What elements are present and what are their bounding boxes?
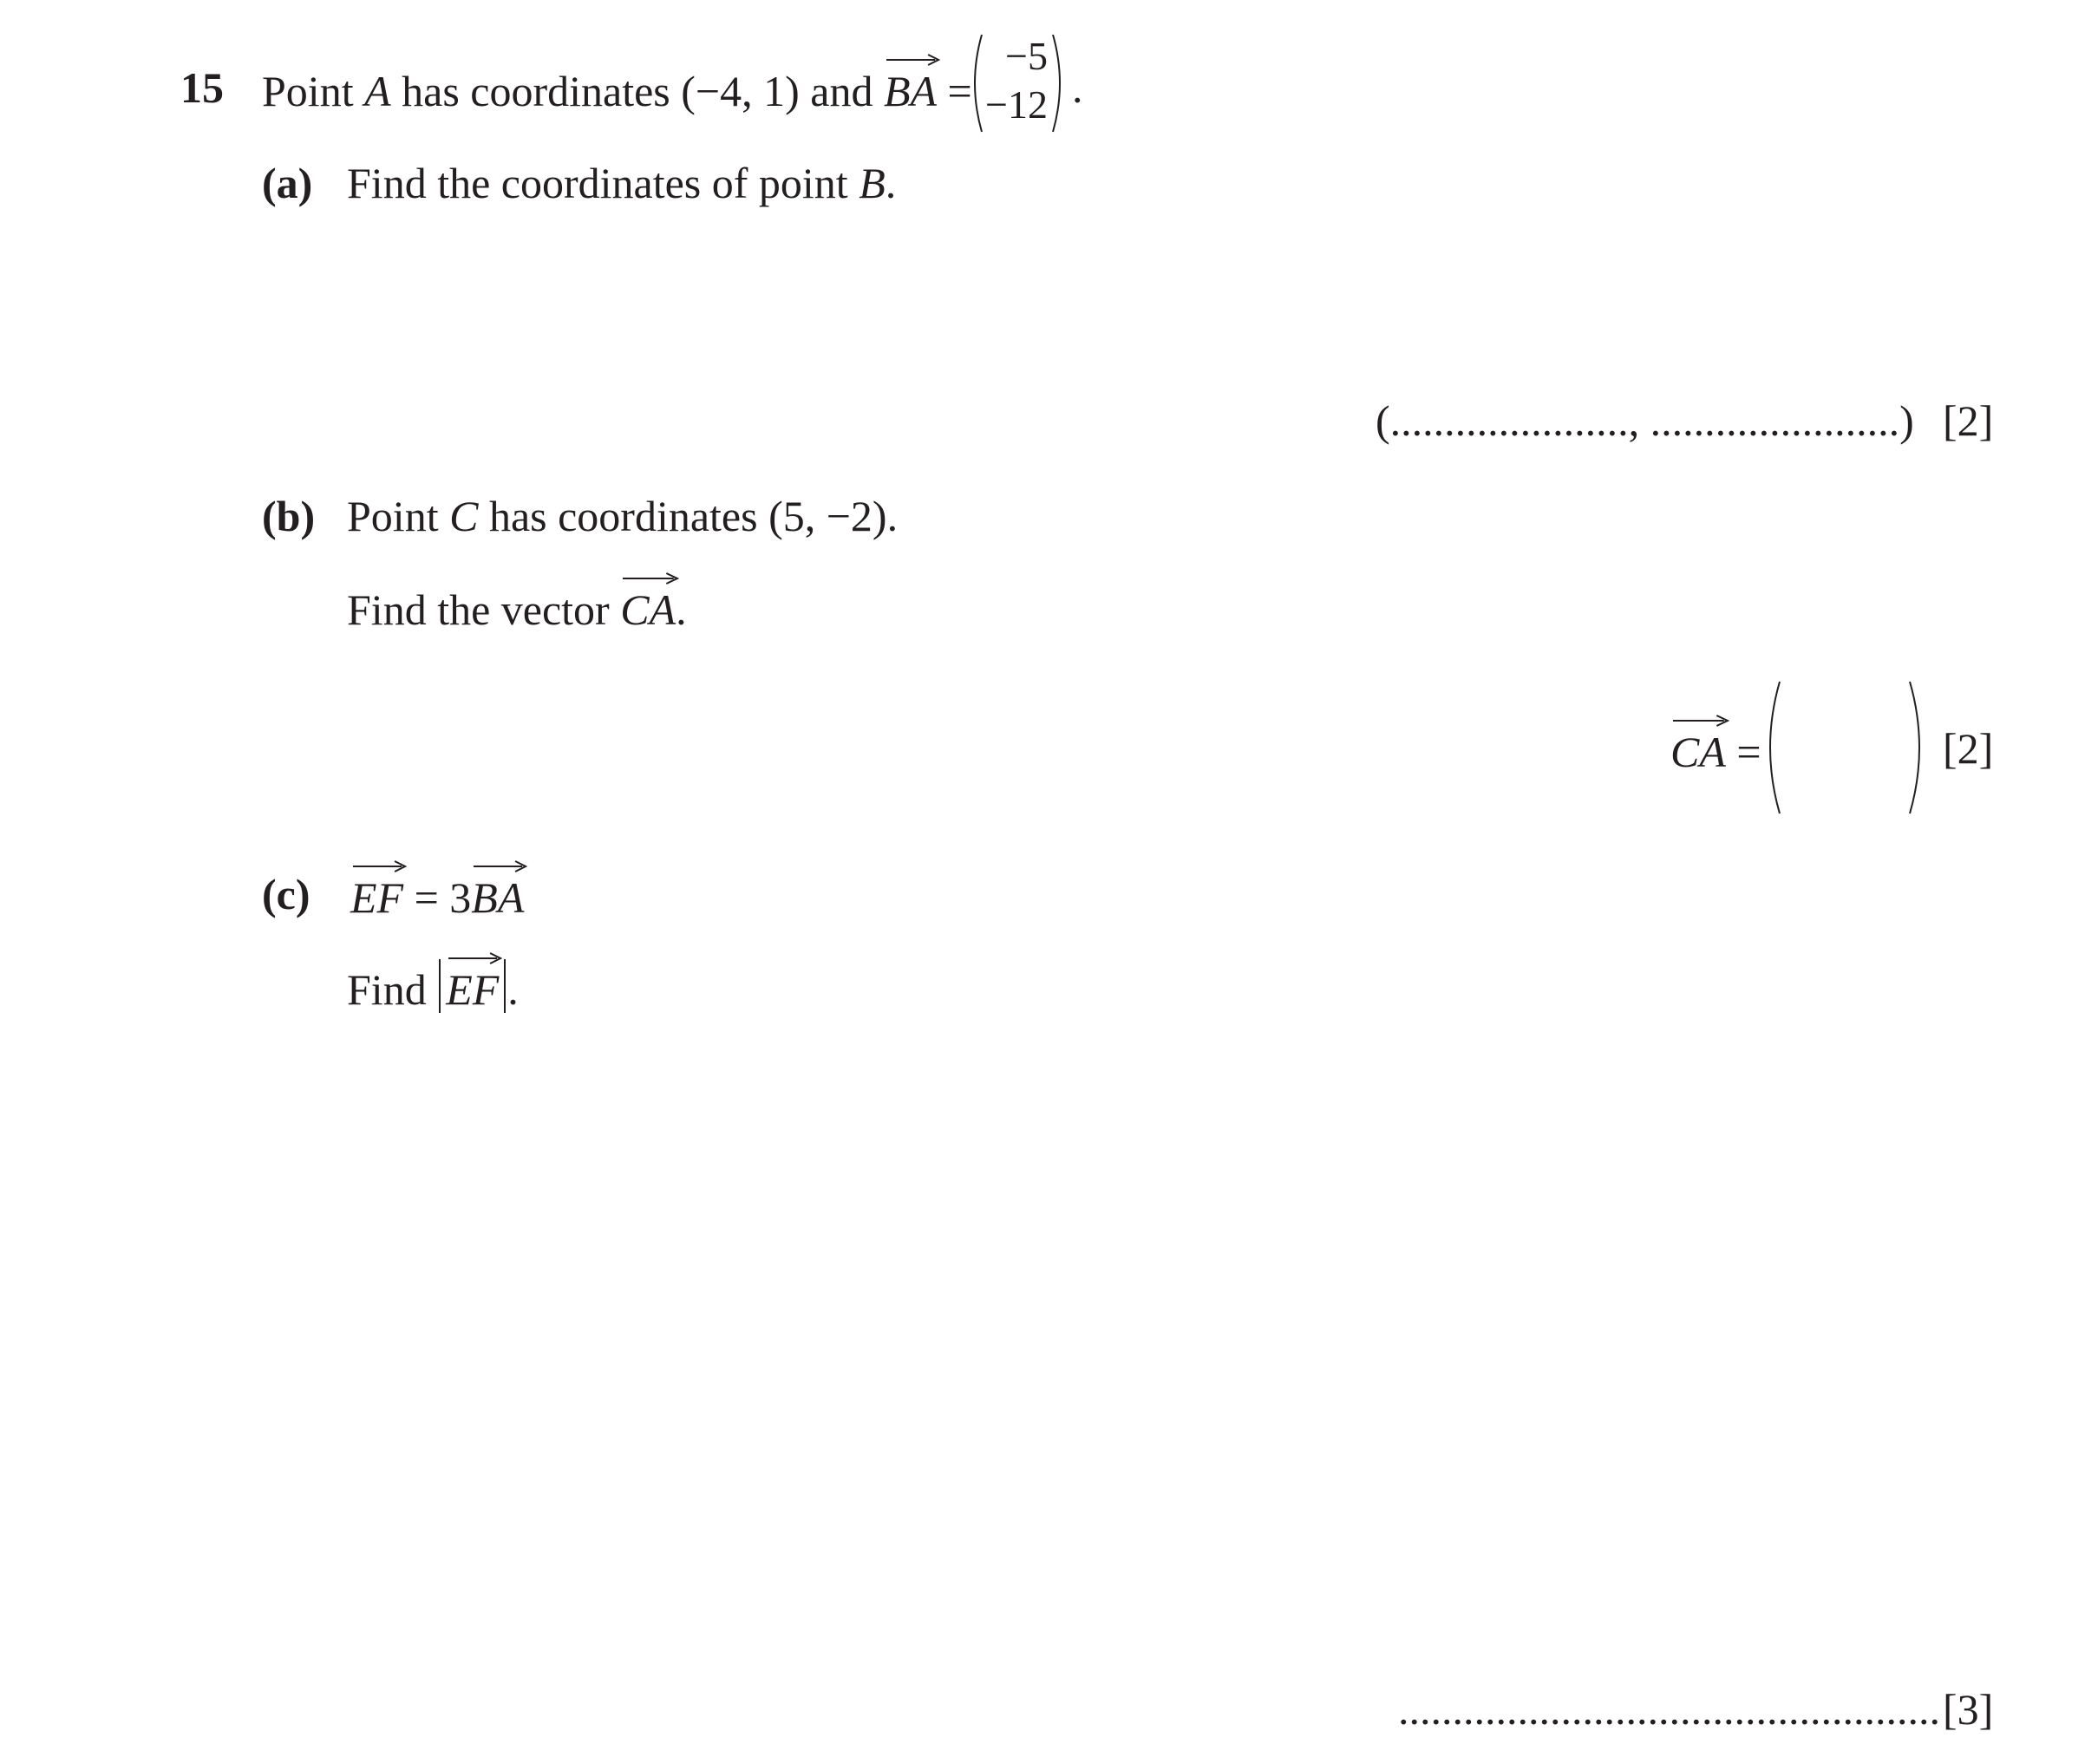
stem-column-vector bbox=[970, 31, 1065, 135]
part-b-text-1: Point bbox=[347, 492, 439, 540]
part-c-abs-vector bbox=[446, 964, 500, 1014]
stem-vector-ba-label: BA bbox=[883, 67, 938, 115]
answer-x-field[interactable]: ...................... bbox=[1389, 396, 1629, 445]
vector-arrow-icon bbox=[623, 572, 677, 585]
part-c-answer-field[interactable]: .................................................. bbox=[1398, 1685, 1940, 1734]
part-b-vector-ca bbox=[620, 585, 676, 634]
part-a-point: B bbox=[859, 159, 886, 207]
part-c-rhs: BA bbox=[471, 873, 525, 922]
part-a-question bbox=[347, 161, 896, 205]
part-b-answer-vector-field[interactable] bbox=[1766, 678, 1931, 817]
part-c-vector-ef bbox=[350, 872, 404, 922]
answer-vector-ca bbox=[1670, 727, 1726, 774]
part-b-question bbox=[347, 494, 898, 538]
part-b-vector-label: CA bbox=[620, 585, 676, 634]
answer-equals: = bbox=[1736, 728, 1761, 776]
answer-y-field[interactable]: ....................... bbox=[1650, 396, 1900, 445]
answer-comma: , bbox=[1628, 396, 1640, 445]
stem-vector-ba bbox=[884, 66, 937, 113]
part-c-lhs: EF bbox=[350, 873, 404, 922]
part-b-find-end: . bbox=[676, 585, 687, 634]
part-a-answer-line[interactable] bbox=[1376, 396, 1914, 445]
vector-arrow-icon bbox=[353, 860, 405, 872]
part-c-abs-value bbox=[437, 964, 507, 1014]
part-c-abs-vector-label: EF bbox=[446, 965, 500, 1014]
part-c-find-end: . bbox=[507, 965, 519, 1014]
part-b-label: (b) bbox=[262, 492, 316, 540]
part-b-find bbox=[347, 585, 687, 634]
part-b-text-2: has coordinates (5, −2). bbox=[488, 492, 899, 540]
stem-point-a: A bbox=[364, 67, 391, 115]
abs-bar-left bbox=[439, 959, 441, 1013]
answer-close-paren: ) bbox=[1899, 396, 1914, 445]
part-c-label: (c) bbox=[262, 870, 310, 918]
part-c-find bbox=[347, 964, 519, 1014]
part-a-marks: [2] bbox=[1943, 396, 1994, 445]
part-c-vector-ba bbox=[471, 872, 525, 922]
stem-text-1: Point bbox=[262, 67, 354, 115]
stem-text-2: has coordinates (−4, 1) and bbox=[402, 67, 873, 115]
answer-vector-ca-label: CA bbox=[1670, 728, 1726, 776]
column-vector-bottom: −12 bbox=[985, 82, 1048, 127]
vector-arrow-icon bbox=[1673, 715, 1728, 727]
part-b-point: C bbox=[449, 492, 479, 540]
vector-arrow-icon bbox=[448, 952, 500, 964]
part-c-equals: = 3 bbox=[414, 873, 472, 922]
part-b-find-text: Find the vector bbox=[347, 585, 610, 634]
vector-arrow-icon bbox=[886, 54, 938, 66]
question-number: 15 bbox=[180, 63, 224, 112]
part-a-text: Find the coordinates of point bbox=[347, 159, 848, 207]
answer-parentheses-icon bbox=[1766, 678, 1931, 817]
part-b-marks: [2] bbox=[1943, 724, 1994, 773]
part-c-find-text: Find bbox=[347, 965, 427, 1014]
stem-equals: = bbox=[947, 67, 972, 115]
part-c-marks: [3] bbox=[1943, 1685, 1994, 1734]
abs-bar-right bbox=[504, 959, 506, 1013]
vector-arrow-icon bbox=[474, 860, 526, 872]
part-b-answer-label bbox=[1670, 727, 1761, 774]
answer-open-paren: ( bbox=[1376, 396, 1390, 445]
part-a-end: . bbox=[885, 159, 897, 207]
part-a-label: (a) bbox=[262, 159, 313, 207]
stem-end-period: . bbox=[1072, 63, 1083, 112]
part-c-equation bbox=[350, 872, 525, 922]
column-vector-top: −5 bbox=[1005, 34, 1048, 78]
question-stem bbox=[262, 66, 972, 113]
